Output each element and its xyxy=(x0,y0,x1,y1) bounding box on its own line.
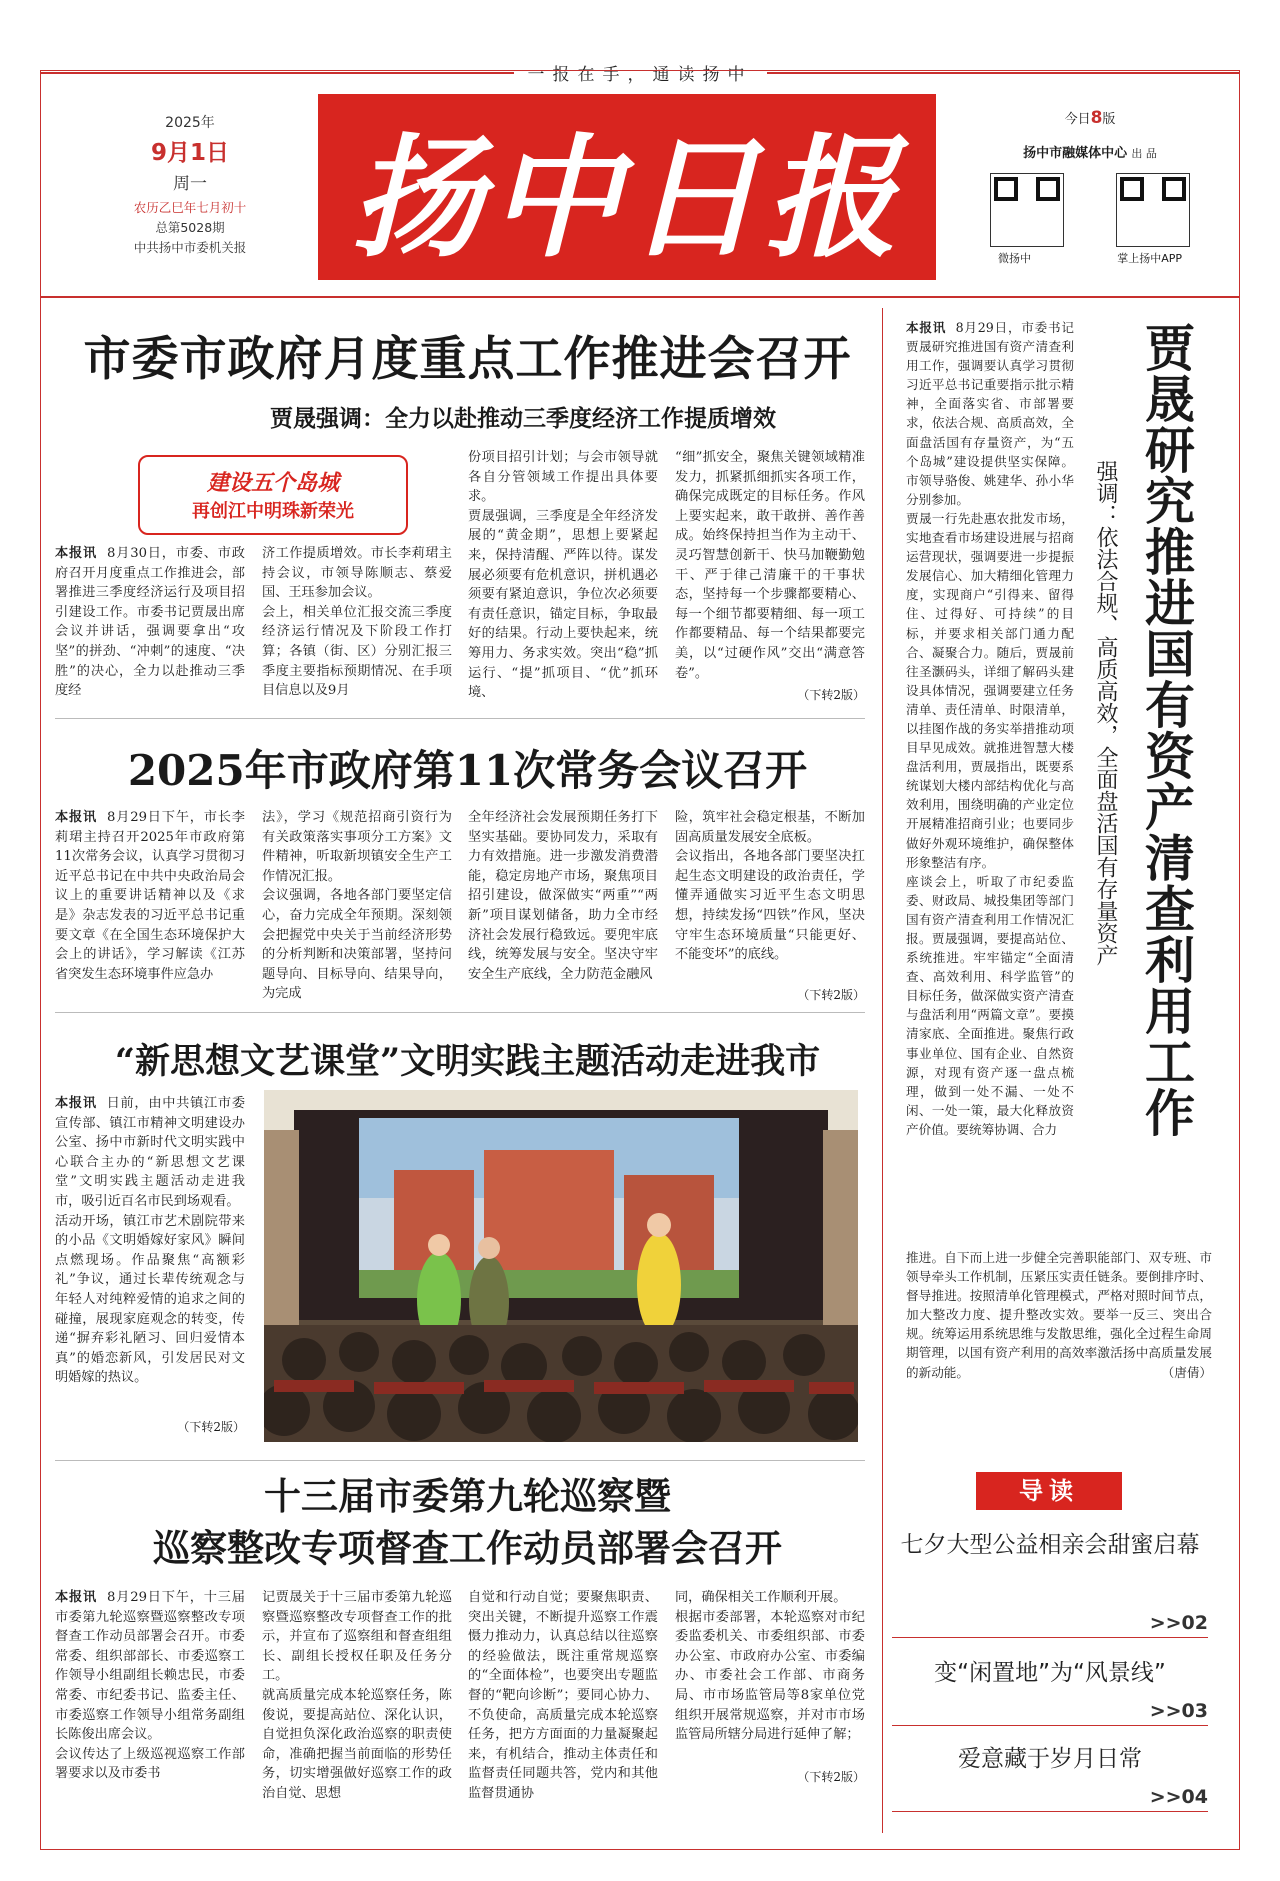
date-weekday: 周一 xyxy=(173,174,207,194)
article2-col2: 法》，学习《规范招商引资行为有关政策落实事项分工方案》文件精神，听取新坝镇安全生产工作情况汇报。 会议强调，各地各部门要坚定信心，奋力完成全年预期。深刻领会把握党中央关于当前经济形势的分析判断和决策部署，坚持问题导向、目标导向、结果导向，为完成 xyxy=(262,810,452,1002)
article1-title[interactable]: 市委市政府月度重点工作推进会召开 xyxy=(83,332,852,387)
date-year: 2025年 xyxy=(165,115,215,131)
article1-col4: “细”抓安全，聚焦关键领域精准发力，抓紧抓细抓实各项工作，确保完成既定的目标任务。作风上要实起来，敢干敢拼、善作善成。始终保持担当作为主动干、灵巧智慧创新干、快马加鞭勤勉干、严于律己清廉干的干事状态，坚持每一个步骤都要精心、每一个细节都要精细、每一项工作都要精品、每一个结果都要完美，以“过硬作风”交出“满意答卷”。 xyxy=(675,450,865,681)
event-photo xyxy=(264,1090,858,1442)
organization: 中共扬中市委机关报 xyxy=(133,240,247,255)
article4-col1: 本报讯 8月29日下午，十三届市委第九轮巡察暨巡察整改专项督查工作动员部署会召开。市委常委、组织部部长、市委巡察工作领导小组副组长赖忠民，市委常委、市纪委书记、监委主任、市委巡察工作领导小组常务副组长陈俊出席会议。 会议传达了上级巡视巡察工作部署要求以及市委书 xyxy=(55,1590,245,1782)
slogan: 一报在手，通读扬中 xyxy=(0,60,1280,85)
guide-item-3[interactable]: 爱意藏于岁月日常 xyxy=(958,1746,1142,1772)
guide-divider xyxy=(892,1811,1208,1812)
qr-code-icon[interactable] xyxy=(990,173,1064,247)
column-separator xyxy=(882,308,883,1833)
article1-col1: 本报讯 8月30日，市委、市政府召开月度重点工作推进会，部署推进三季度经济运行及项目招引建设工作。市委书记贾晟出席会议并讲话，强调要拿出“攻坚”的拼劲、“冲刺”的速度、“决胜”的决心，全力以赴推动三季度经 xyxy=(55,546,245,699)
date-month-day: 9月1日 xyxy=(150,140,229,166)
publisher: 扬中市融媒体中心 出 品 xyxy=(1023,146,1157,161)
article4-col2: 记贾晟关于十三届市委第九轮巡察暨巡察整改专项督查工作的批示，并宣布了巡察组和督查组组长、副组长授权任职及任务分工。 就高质量完成本轮巡察任务，陈俊说，要提高站位、深化认识，自觉担负深化政治巡察的职责使命，准确把握当前面临的形势任务，切实增强做好巡察工作的政治自觉、思想 xyxy=(262,1590,452,1801)
article5-col2: 推进。自下而上进一步健全完善职能部门、双专班、市领导牵头工作机制，压紧压实责任链条。要倒排序时、督导推进。按照清单化管理模式，严格对照时间节点，加大整改力度、提升整改实效。要举一反三、突出合规。统筹运用系统思维与发散思维，强化全过程生命周期管理，以国有资产利用的高效率激活扬中高质量发展的新动能。 （唐倩） xyxy=(906,1250,1212,1380)
guide-item-1[interactable]: 七夕大型公益相亲会甜蜜启幕 xyxy=(900,1532,1200,1558)
guide-divider xyxy=(892,1725,1208,1726)
article1-col2: 济工作提质增效。市长李莉珺主持会议，市领导陈顺志、蔡爱国、王珏参加会议。 会上，相关单位汇报交流三季度经济运行情况及下阶段工作打算；各镇（街、区）分别汇报三季度主要指标预期情况、在手项目信息以及9月 xyxy=(262,546,452,699)
article5-subtitle: 强调：依法合规、高质高效，全面盘活国有存量资产 xyxy=(1093,460,1118,966)
stage-performance-image xyxy=(264,1090,858,1442)
qr-code-icon[interactable] xyxy=(1116,173,1190,247)
date-block xyxy=(90,112,290,256)
masthead-logo: 扬中日报 xyxy=(318,94,936,280)
article3-col1: 本报讯 日前，由中共镇江市委宣传部、镇江市精神文明建设办公室、扬中市新时代文明实践中心联合主办的“新思想文艺课堂”文明实践主题活动走进我市，吸引近百名市民到场观看。 活动开场，镇江市艺术剧院带来的小品《文明婚嫁好家风》瞬间点燃现场。作品聚焦“高额彩礼”争议，通过长辈传统观念与年轻人对纯粹爱情的追求之间的碰撞，展现家庭观念的转变，传递“摒弃彩礼陋习、回归爱情本真”的婚恋新风，引发居民对文明婚嫁的热议。 xyxy=(55,1096,246,1386)
article4-col4: 同，确保相关工作顺利开展。 根据市委部署，本轮巡察对市纪委监委机关、市委组织部、市委办公室、市政府办公室、市委编办、市委社会工作部、市商务局、市市场监管局等8家单位党组织开展常规巡察，并对市市场监管局所辖分局进行延伸了解； xyxy=(675,1590,865,1743)
divider xyxy=(55,1460,865,1461)
guide-page-3[interactable]: >>04 xyxy=(1149,1786,1208,1808)
article4-title[interactable]: 十三届市委第九轮巡察暨 巡察整改专项督查工作动员部署会召开 xyxy=(153,1474,782,1570)
date-lunar: 农历乙巳年七月初十 xyxy=(133,200,247,215)
qr1-label: 微扬中 xyxy=(998,252,1031,265)
article2-col4: 险，筑牢社会稳定根基，不断加固高质量发展安全底板。 会议指出，各地各部门要坚决扛起生态文明建设的政治责任，学懂弄通做实习近平生态文明思想，持续发扬“四铁”作风，坚决守牢生态环境质量“只能更好、不能变坏”的底线。 xyxy=(675,810,865,963)
article2-title[interactable]: 2025年市政府第11次常务会议召开 xyxy=(127,746,808,795)
guide-page-2[interactable]: >>03 xyxy=(1149,1700,1208,1722)
article5-col1: 本报讯 8月29日，市委书记贾晟研究推进国有资产清查利用工作，强调要认真学习贯彻习近平总书记重要指示批示精神，全面落实省、市部署要求，依法合规、高质高效，全面盘活国有存量资产，为“五个岛城”建设提供坚实保障。市领导骆俊、姚建华、孙小华分别参加。 贾晟一行先赴惠农批发市场，实地查看市场建设进展与招商运营现状，强调要进一步提振发展信心、加大精细化管理力度，实现商户“引得来、留得住、过得好、可持续”的目标，并要求相关部门通力配合、凝聚合力。随后，贾晟前往圣灏码头，详细了解码头建设具体情况，强调要建立任务清单、责任清单、时限清单，以挂图作战的务实举措推动项目早见成效。就推进智慧大楼盘活利用，贾晟指出，既要系统谋划大楼内部结构优化与高效利用，围绕明确的产业定位开展精准招商引业；也要同步做好外观环境维护，确保整体形象整洁有序。 座谈会上，听取了市纪委监委、财政局、城投集团等部门国有资产清查利用工作情况汇报。贾晟强调，要提高站位、系统推进。牢牢锚定“全面清查、高效利用、科学监管”的目标任务，做深做实资产清查与盘活利用“两篇文章”。要摸清家底、全面推进。聚焦行政事业单位、国有企业、自然资源，对现有资产逐一盘点梳理，做到一处不漏、一处不闲、一处一策，最大化释放资产价值。要统筹协调、合力 xyxy=(906,320,1074,1137)
guide-divider xyxy=(892,1637,1208,1638)
guide-page-1[interactable]: >>02 xyxy=(1149,1612,1208,1634)
guide-item-2[interactable]: 变“闲置地”为“风景线” xyxy=(934,1660,1166,1686)
campaign-badge: 建设五个岛城 再创江中明珠新荣光 xyxy=(138,455,408,535)
article5-title[interactable]: 贾晟研究推进国有资产清查利用工作 xyxy=(1137,322,1196,1138)
divider xyxy=(55,1012,865,1013)
article1-subtitle: 贾晟强调：全力以赴推动三季度经济工作提质增效 xyxy=(270,406,776,432)
edition-info xyxy=(990,108,1190,266)
issue-number: 总第5028期 xyxy=(155,220,225,235)
article2-col3: 全年经济社会发展预期任务打下坚实基础。要协同发力，采取有力有效措施。进一步激发消费潜能，稳定房地产市场，聚焦项目招引建设，做深做实“两重”“两新”项目谋划储备，助力全市经济社会发展行稳致远。要兜牢底线，统筹发展与安全。坚决守牢安全生产底线，全力防范金融风 xyxy=(468,810,658,982)
article3-title[interactable]: “新思想文艺课堂”文明实践主题活动走进我市 xyxy=(114,1041,821,1082)
qr2-label: 掌上扬中APP xyxy=(1117,252,1182,265)
article1-col3: 份项目招引计划；与会市领导就各自分管领域工作提出具体要求。 贾晟强调，三季度是全年经济发展的“黄金期”，思想上要紧起来，保持清醒、严阵以待。谋发展必须要有危机意识，拼机遇必须要有紧迫意识，争位次必须要有责任意识，锚定目标，争取最好的结果。行动上要快起来，统筹用力、务求实效。突出“稳”抓运行、“提”抓项目、“优”抓环境、 xyxy=(468,450,658,701)
article3-continue[interactable]: （下转2版） xyxy=(177,1420,245,1434)
divider xyxy=(55,718,865,719)
article4-col3: 自觉和行动自觉；要聚焦职责、突出关键，不断提升巡察工作震慑力推动力，认真总结以往巡察的经验做法，既注重常规巡察的“全面体检”，也要突出专题监督的“靶向诊断”；要同心协力、不负使命，高质量完成本轮巡察任务，把方方面面的力量凝聚起来，有机结合，推动主体责任和监督责任同题共答，党内和其他监督贯通协 xyxy=(468,1590,658,1801)
article2-continue[interactable]: （下转2版） xyxy=(797,988,865,1002)
masthead-divider xyxy=(40,296,1240,298)
today-pages: 今日8版 xyxy=(1064,108,1116,128)
article1-continue[interactable]: （下转2版） xyxy=(797,688,865,702)
article4-continue[interactable]: （下转2版） xyxy=(797,1770,865,1784)
guide-header: 导读 xyxy=(976,1472,1122,1510)
article2-col1: 本报讯 8月29日下午，市长李莉珺主持召开2025年市政府第11次常务会议，认真学习贯彻习近平总书记在中共中央政治局会议上的重要讲话精神以及《求是》杂志发表的习近平总书记重要文章《在全国生态环境保护大会上的讲话》，学习解读《江苏省突发生态环境事件应急办 xyxy=(55,810,245,982)
